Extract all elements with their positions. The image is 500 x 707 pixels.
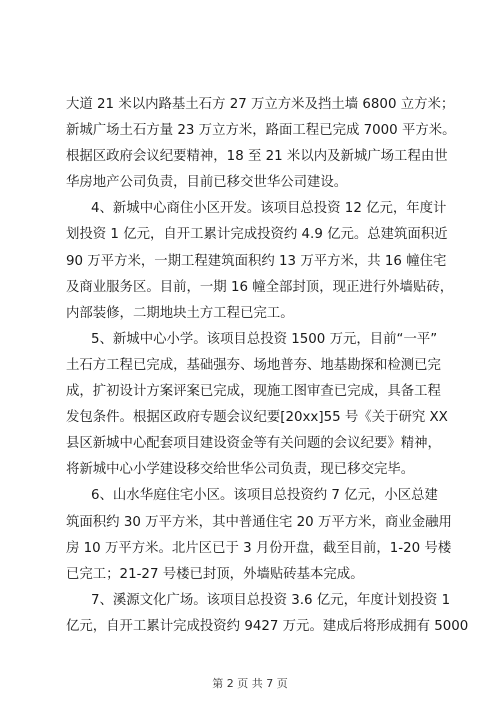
text-line: 亿元，自开工累计完成投资约 9427 万元。建成后将形成拥有 5000 bbox=[66, 618, 469, 634]
text-line: 大道 21 米以内路基土石方 27 万立方米及挡土墙 6800 立方米； bbox=[66, 97, 455, 112]
paragraph-start-line: 7、溪源文化广场。该项目总投资 3.6 亿元，年度计划投资 1 bbox=[91, 592, 451, 608]
text-line: 土石方工程已完成，基础强夯、场地普夯、地基勘探和检测已完 bbox=[66, 357, 441, 373]
text-line: 将新城中心小学建设移交给世华公司负责，现已移交完毕。 bbox=[66, 462, 415, 478]
text-line: 及商业服务区。目前，一期 16 幢全部封顶，现正进行外墙贴砖， bbox=[66, 279, 454, 295]
page-number-footer: 第 2 页 共 7 页 bbox=[212, 677, 288, 690]
paragraph-start-line: 6、山水华庭住宅小区。该项目总投资约 7 亿元，小区总建 bbox=[91, 488, 438, 504]
text-line: 已完工；21-27 号楼已封顶，外墙贴砖基本完成。 bbox=[66, 566, 364, 582]
text-line: 发包条件。根据区政府专题会议纪要[20xx]55 号《关于研究 XX bbox=[66, 410, 448, 426]
text-line: 90 万平方米，一期工程建筑面积约 13 万平方米，共 16 幢住宅 bbox=[66, 253, 447, 269]
paragraph-start-line: 4、新城中心商住小区开发。该项目总投资 12 亿元，年度计 bbox=[91, 201, 447, 217]
text-line: 房 10 万平方米。北片区已于 3 月份开盘，截至目前，1-20 号楼 bbox=[66, 540, 452, 556]
text-line: 成，扩初设计方案评案已完成，现施工图审查已完成，具备工程 bbox=[66, 384, 441, 400]
text-line: 筑面积约 30 万平方米，其中普通住宅 20 万平方米，商业金融用 bbox=[66, 514, 452, 530]
text-line: 划投资 1 亿元，自开工累计完成投资约 4.9 亿元。总建筑面积近 bbox=[66, 227, 448, 243]
text-line: 内部装修，二期地块土方工程已完工。 bbox=[66, 305, 294, 321]
text-line: 新城广场土石方量 23 万立方米，路面工程已完成 7000 平方米。 bbox=[66, 123, 456, 139]
text-line: 根据区政府会议纪要精神，18 至 21 米以内及新城广场工程由世 bbox=[66, 149, 448, 165]
document-body bbox=[66, 92, 469, 640]
paragraph-start-line: 5、新城中心小学。该项目总投资 1500 万元，目前“一平” bbox=[91, 331, 438, 347]
text-line: 县区新城中心配套项目建设资金等有关问题的会议纪要》精神， bbox=[66, 436, 441, 452]
text-line: 华房地产公司负责，目前已移交世华公司建设。 bbox=[66, 175, 348, 191]
